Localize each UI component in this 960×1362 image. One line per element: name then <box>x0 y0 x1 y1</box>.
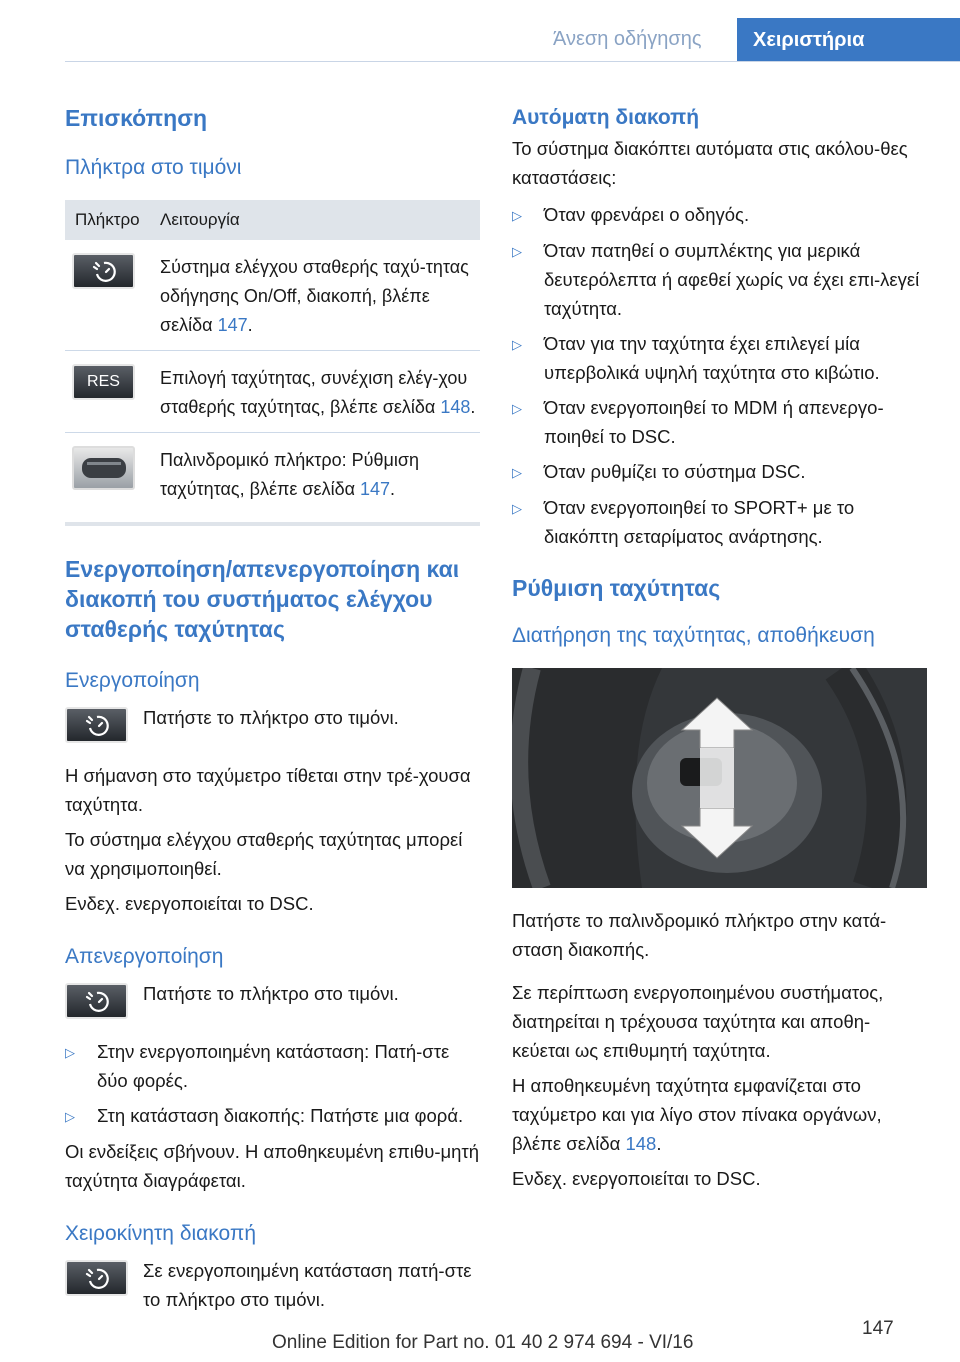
deactivation-instruction <box>65 979 480 1019</box>
row-function: Επιλογή ταχύτητας, συνέχιση ελέγ-χου σταθερής ταχύτητας, βλέπε σελίδα 148. <box>160 368 476 417</box>
manual-interrupt-title: Χειροκίνητη διακοπή <box>65 1222 257 1245</box>
bullet-triangle-icon: ▷ <box>512 465 522 480</box>
buttons-table <box>65 200 480 526</box>
paragraph: Το σύστημα ελέγχου σταθερής ταχύτητας μπορεί να χρησιμοποιηθεί. <box>65 829 463 879</box>
instruction-text: Πατήστε το πλήκτρο στο τιμόνι. <box>143 983 399 1004</box>
activation-section-title: Ενεργοποίηση/απενεργοποίηση και διακοπή του συστήματος ελέγχου σταθερής ταχύτητας <box>65 556 460 642</box>
list-item: ▷ Όταν ρυθμίζει το σύστημα DSC. <box>512 457 927 487</box>
rocker-switch-icon <box>72 446 135 490</box>
page-header <box>0 0 960 62</box>
keep-speed-title: Διατήρηση της ταχύτητας, αποθήκευση <box>512 624 875 647</box>
right-column <box>512 103 927 1193</box>
auto-interrupt-list <box>512 200 927 551</box>
list-item: ▷ Στη κατάσταση διακοπής: Πατήστε μια φορά. <box>65 1101 480 1131</box>
deactivation-title: Απενεργοποίηση <box>65 945 224 968</box>
page-link[interactable]: 147 <box>217 315 248 335</box>
paragraph: Ενδεχ. ενεργοποιείται το DSC. <box>512 1168 761 1189</box>
bullet-triangle-icon: ▷ <box>512 337 522 352</box>
list-item: ▷ Στην ενεργοποιημένη κατάσταση: Πατή-στε δύο φορές. <box>65 1037 480 1095</box>
list-item: ▷ Όταν ενεργοποιηθεί το SPORT+ με το διακόπτη σεταρίματος ανάρτησης. <box>512 493 927 551</box>
cruise-control-icon <box>65 707 128 743</box>
col-header-button: Πλήκτρο <box>75 210 140 229</box>
page-link[interactable]: 148 <box>625 1133 657 1154</box>
left-column <box>65 103 480 1314</box>
edition-footer: Online Edition for Part no. 01 40 2 974 694 - VI/16 <box>272 1332 694 1353</box>
paragraph: Το σύστημα διακόπτει αυτόματα στις ακόλου-θες καταστάσεις: <box>512 138 908 188</box>
page-number: 147 <box>862 1318 894 1339</box>
list-item: ▷ Όταν για την ταχύτητα έχει επιλεγεί μία υπερβολικά υψηλή ταχύτητα στο κιβώτιο. <box>512 329 927 387</box>
auto-interrupt-title: Αυτόματη διακοπή <box>512 106 700 129</box>
table-header <box>65 200 480 240</box>
chapter-tab[interactable]: Χειριστήρια <box>737 18 960 62</box>
paragraph: Πατήστε το παλινδρομικό πλήκτρο στην κατά-σταση διακοπής. <box>512 910 887 960</box>
steering-wheel-photo <box>512 668 927 888</box>
manual-instruction <box>65 1256 480 1314</box>
list-item: ▷ Όταν ενεργοποιηθεί το MDM ή απενεργο-ποιηθεί το DSC. <box>512 393 927 451</box>
bullet-triangle-icon: ▷ <box>512 501 522 516</box>
table-row <box>65 433 480 526</box>
speed-setting-title: Ρύθμιση ταχύτητας <box>512 575 721 601</box>
bullet-triangle-icon: ▷ <box>65 1045 75 1060</box>
table-row <box>65 351 480 433</box>
header-divider <box>65 61 960 62</box>
section-tab[interactable]: Άνεση οδήγησης <box>553 28 702 50</box>
bullet-triangle-icon: ▷ <box>512 401 522 416</box>
page-link[interactable]: 148 <box>440 397 471 417</box>
col-header-function: Λειτουργία <box>160 210 240 229</box>
bullet-triangle-icon: ▷ <box>512 244 522 259</box>
wheel-buttons-title: Πλήκτρα στο τιμόνι <box>65 156 242 179</box>
instruction-text: Σε ενεργοποιημένη κατάσταση πατή-στε το πλήκτρο στο τιμόνι. <box>143 1260 472 1310</box>
paragraph: Η σήμανση στο ταχύμετρο τίθεται στην τρέ-χουσα ταχύτητα. <box>65 765 471 815</box>
res-button: RES <box>72 364 135 400</box>
row-function: Παλινδρομικό πλήκτρο: Ρύθμιση ταχύτητας, βλέπε σελίδα 147. <box>160 450 419 499</box>
deactivation-list <box>65 1037 480 1131</box>
bullet-triangle-icon: ▷ <box>65 1109 75 1124</box>
activation-instruction <box>65 703 480 743</box>
page-link[interactable]: 147 <box>360 479 391 499</box>
paragraph: Η αποθηκευμένη ταχύτητα εμφανίζεται στο ταχύμετρο και για λίγο στον πίνακα οργάνων, βλέπε σελίδα 148. <box>512 1075 882 1154</box>
paragraph: Σε περίπτωση ενεργοποιημένου συστήματος, διατηρείται η τρέχουσα ταχύτητα και αποθη-κεύεται ως επιθυμητή ταχύτητα. <box>512 982 884 1061</box>
instruction-text: Πατήστε το πλήκτρο στο τιμόνι. <box>143 707 399 728</box>
paragraph: Ενδεχ. ενεργοποιείται το DSC. <box>65 893 314 914</box>
overview-title: Επισκόπηση <box>65 105 207 131</box>
row-function: Σύστημα ελέγχου σταθερής ταχύ-τητας οδήγησης On/Off, διακοπή, βλέπε σελίδα 147. <box>160 257 469 335</box>
cruise-control-icon <box>65 983 128 1019</box>
list-item: ▷ Όταν φρενάρει ο οδηγός. <box>512 200 927 230</box>
table-row <box>65 240 480 351</box>
activation-title: Ενεργοποίηση <box>65 669 200 692</box>
cruise-control-icon <box>72 253 135 289</box>
bullet-triangle-icon: ▷ <box>512 208 522 223</box>
list-item: ▷ Όταν πατηθεί ο συμπλέκτης για μερικά δευτερόλεπτα ή αφεθεί χωρίς να έχει επι-λεγεί ταχύτητα. <box>512 236 927 323</box>
cruise-control-icon <box>65 1260 128 1296</box>
paragraph: Οι ενδείξεις σβήνουν. Η αποθηκευμένη επιθυ-μητή ταχύτητα διαγράφεται. <box>65 1141 480 1191</box>
